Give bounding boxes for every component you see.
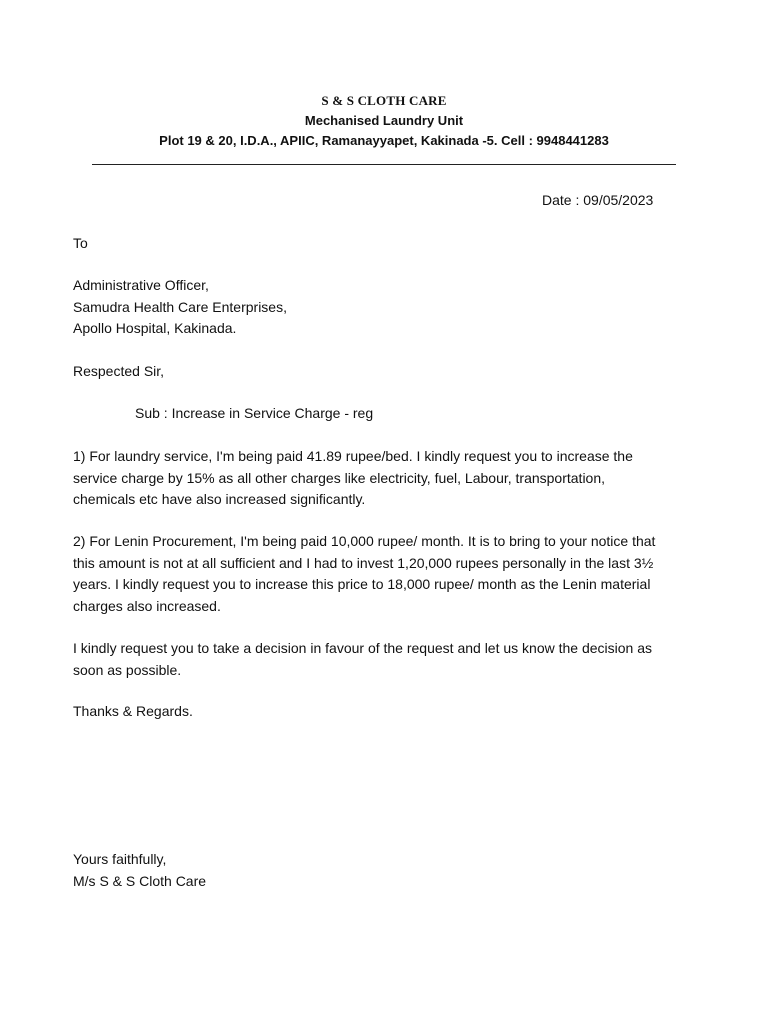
recipient-line: Administrative Officer, [73, 277, 209, 293]
paragraph-line: I kindly request you to take a decision in favour of the request and let us know the decision as [73, 640, 653, 656]
letter-date: Date : 09/05/2023 [542, 192, 654, 208]
paragraph-line: charges also increased. [73, 597, 221, 614]
recipient-line: Samudra Health Care Enterprises, [73, 298, 287, 315]
recipient-line: Apollo Hospital, Kakinada. [73, 320, 237, 336]
paragraph-line: 2) For Lenin Procurement, I'm being paid 10,000 rupee/ month. It is to bring to your notice that [73, 533, 656, 549]
paragraph-request [73, 638, 713, 681]
to-label: To [73, 235, 88, 251]
paragraph-lenin [73, 531, 713, 617]
recipient-block [73, 275, 713, 340]
closing-line: Yours faithfully, [73, 851, 167, 867]
paragraph-line: this amount is not at all sufficient and I had to invest 1,20,000 rupees personally in the last 3½ [73, 554, 654, 571]
thanks-line: Thanks & Regards. [73, 703, 193, 719]
paragraph-line: chemicals etc have also increased significantly. [73, 491, 366, 507]
subject-line: Sub : Increase in Service Charge - reg [135, 405, 374, 421]
paragraph-laundry [73, 446, 713, 511]
signature-block [73, 849, 713, 892]
paragraph-line: years. I kindly request you to increase this price to 18,000 rupee/ month as the Lenin material [73, 576, 651, 592]
paragraph-line: service charge by 15% as all other charges like electricity, fuel, Labour, transportation, [73, 469, 606, 486]
letterhead-divider [92, 164, 676, 165]
salutation: Respected Sir, [73, 363, 165, 379]
paragraph-line: soon as possible. [73, 661, 182, 678]
company-name: S & S CLOTH CARE [321, 93, 447, 108]
company-subtitle: Mechanised Laundry Unit [304, 113, 464, 128]
paragraph-line: 1) For laundry service, I'm being paid 41.89 rupee/bed. I kindly request you to increase the [73, 448, 633, 464]
signatory-name: M/s S & S Cloth Care [73, 872, 207, 889]
company-address: Plot 19 & 20, I.D.A., APIIC, Ramanayyapet, Kakinada -5. Cell : 9948441283 [159, 133, 609, 148]
